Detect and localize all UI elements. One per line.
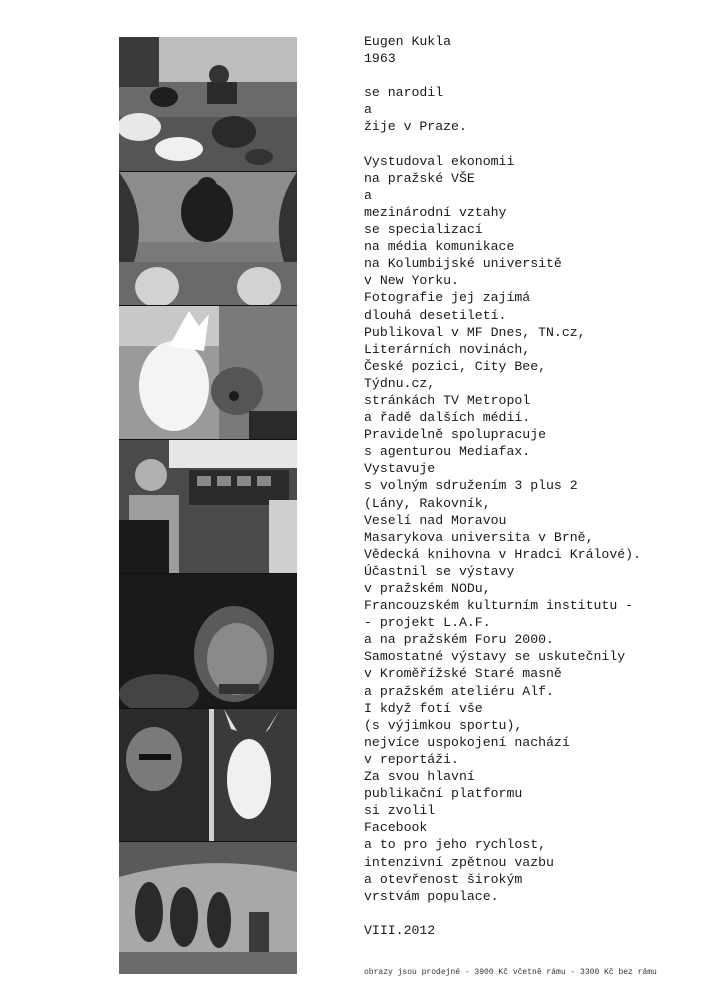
bio-body: [364, 84, 704, 905]
bio-line: Vystudoval ekonomii: [364, 153, 515, 169]
bio-line: I když fotí vše: [364, 700, 483, 716]
bio-line: Týdnu.cz,: [364, 375, 436, 391]
bio-line: Francouzském kulturním institutu -: [364, 598, 634, 614]
bio-line: a: [364, 102, 372, 118]
bio-line: na média komunikace: [364, 239, 515, 255]
bio-line: s agenturou Mediafax.: [364, 444, 531, 460]
photo-man-goat: [119, 709, 297, 841]
bio-line: a pražském ateliéru Alf.: [364, 683, 554, 699]
bio-text-column: [364, 33, 704, 939]
bio-line: České pozici, City Bee,: [364, 358, 547, 374]
bio-line: dlouhá desetiletí.: [364, 307, 507, 323]
bio-line: Pravidelně spolupracuje: [364, 427, 547, 443]
bio-line: se specializací: [364, 222, 483, 238]
bio-line: Veselí nad Moravou: [364, 512, 507, 528]
photo-strip: [119, 37, 297, 974]
bio-line: si zvolil: [364, 803, 436, 819]
bio-line: a na pražském Foru 2000.: [364, 632, 554, 648]
bio-line: se narodil: [364, 85, 444, 101]
bio-line: vrstvám populace.: [364, 888, 499, 904]
photo-cockpit: [119, 440, 297, 573]
bio-line: a: [364, 187, 372, 203]
bio-line: publikační platformu: [364, 786, 523, 802]
photo-shadow-sandals: [119, 172, 297, 305]
bio-line: a otevřenost širokým: [364, 871, 523, 887]
photo-cockatoo: [119, 306, 297, 439]
bio-line: Fotografie jej zajímá: [364, 290, 531, 306]
bio-line: v Kroměřížské Staré masně: [364, 666, 562, 682]
photo-chickens: [119, 37, 297, 171]
author-birth-year: 1963: [364, 51, 396, 67]
bio-line: a řadě dalších médií.: [364, 410, 531, 426]
photo-portrait-face: [119, 574, 297, 708]
bio-line: nejvíce uspokojení nachází: [364, 734, 570, 750]
bio-line: intenzivní zpětnou vazbu: [364, 854, 554, 870]
bio-line: Masarykova universita v Brně,: [364, 529, 594, 545]
bio-line: a to pro jeho rychlost,: [364, 837, 547, 853]
bio-line: s volným sdružením 3 plus 2: [364, 478, 578, 494]
bio-line: Vědecká knihovna v Hradci Králové).: [364, 546, 641, 562]
price-footer-note: obrazy jsou prodejné - 3900 Kč včetně rámu - 3300 Kč bez rámu: [364, 968, 657, 977]
bio-line: Vystavuje: [364, 461, 436, 477]
bio-line: v pražském NODu,: [364, 581, 491, 596]
bio-line: Účastnil se výstavy: [364, 563, 515, 579]
bio-line: žije v Praze.: [364, 119, 467, 135]
bio-line: Literárních novinách,: [364, 341, 531, 357]
bio-line: mezinárodní vztahy: [364, 204, 507, 220]
bio-line: na pražské VŠE: [364, 170, 475, 186]
bio-line: Publikoval v MF Dnes, TN.cz,: [364, 324, 586, 340]
author-name: Eugen Kukla: [364, 34, 452, 49]
bio-line: stránkách TV Metropol: [364, 392, 531, 408]
bio-line: na Kolumbijské universitě: [364, 256, 562, 272]
date-stamp: VIII.2012: [364, 922, 436, 938]
bio-line: v reportáži.: [364, 751, 459, 767]
bio-line: (Lány, Rakovník,: [364, 495, 491, 511]
bio-line: Samostatné výstavy se uskutečnily: [364, 649, 626, 665]
bio-line: v New Yorku.: [364, 273, 459, 289]
bio-line: Za svou hlavní: [364, 769, 475, 785]
bio-line: (s výjimkou sportu),: [364, 717, 523, 733]
photo-shadows-wall: [119, 842, 297, 974]
bio-line: - projekt L.A.F.: [364, 615, 491, 631]
bio-line: Facebook: [364, 820, 428, 836]
